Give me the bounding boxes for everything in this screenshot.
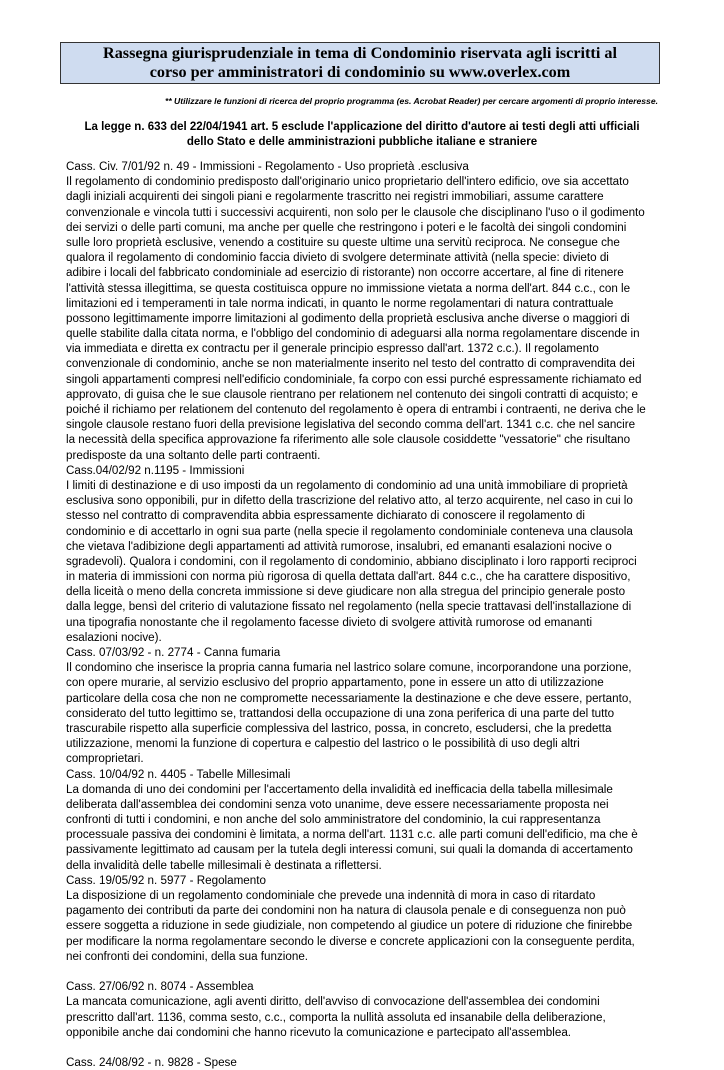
- entry-text-line: La mancata comunicazione, agli aventi diritto, dell'avviso di convocazione dell'assemblea dei condomini: [66, 995, 600, 1009]
- entry-text-line: opponibile anche dai condomini che hanno ricevuto la comunicazione e partecipato all'assemblea.: [66, 1025, 572, 1039]
- entry-text-line: poiché il richiamo per relationem del contenuto del regolamento è opera di entrambi i contraenti, ne deriva che le: [66, 403, 646, 416]
- entry-text-line: I limiti di destinazione e di uso imposti da un regolamento di condominio ad una unità immobiliare di proprietà: [66, 478, 628, 492]
- entry-text-line: della liceità o meno della concreta immissione si deve giudicare non alla stregua del principio generale posto: [66, 585, 626, 599]
- entry-text-line: prescritto dall'art. 1136, comma sesto, c.c., comporta la nullità assoluta ed insanabile della deliberazione,: [66, 1010, 606, 1024]
- entry-text-line: che vietava l'adibizione degli appartamenti ad attività rumorose, insalubri, ed emananti esalazioni nocive o: [66, 539, 612, 553]
- entry-text-line: con opere murarie, al servizio esclusivo del proprio appartamento, pone in essere un atto di utilizzazione: [66, 676, 604, 690]
- entry-heading: Cass. 27/06/92 n. 8074 - Assemblea: [66, 980, 254, 994]
- entry-text-line: qualora il regolamento di condominio faccia divieto di svolgere determinate attività (nella specie: divieto di: [66, 251, 609, 265]
- entry-heading: Cass. Civ. 7/01/92 n. 49 - Immissioni - Regolamento - Uso proprietà .esclusiva: [66, 160, 469, 173]
- entry-text-line: singole clausole restano fuori della previsione legislativa del secondo comma dell'art. 1341 c.c. che nel sancire: [66, 418, 636, 432]
- entry-heading: Cass. 07/03/92 - n. 2774 - Canna fumaria: [66, 646, 281, 659]
- entry-text-line: La disposizione di un regolamento condominiale che prevede una indennità di mora in caso di ritardato: [66, 889, 596, 902]
- entry-text-line: predisposte da una soltanto delle parti contraenti.: [66, 448, 321, 462]
- entry-text-line: pagamento dei contributi da parte dei condomini non ha natura di clausola penale e di conseguenza non può: [66, 904, 626, 918]
- entry-text-line: approvato, di guisa che le sue clausole rientrano per relationem nel contenuto dei singoli contratti di acquisto; e: [66, 387, 639, 401]
- entry-text-line: La domanda di uno dei condomini per l'accertamento della invalidità ed inefficacia della tabella millesimale: [66, 782, 613, 796]
- entry-text-line: utilizzazione, menomi la funzione di copertura e calpestio del lastrico o le possibilità di uso degli altri: [66, 737, 580, 751]
- title-line-1: Rassegna giurisprudenziale in tema di Condominio riservata agli iscritti al: [103, 44, 617, 62]
- search-note: ** Utilizzare le funzioni di ricerca del proprio programma (es. Acrobat Reader) per cercare argomenti di proprio interesse.: [164, 96, 658, 106]
- entry-text-line: deliberata dall'assemblea dei condomini senza voto unanime, deve essere necessariamente proposta nei: [66, 797, 609, 811]
- entry-heading: Cass.04/02/92 n.1195 - Immissioni: [66, 463, 245, 477]
- entry-heading: Cass. 10/04/92 n. 4405 - Tabelle Millesimali: [66, 767, 291, 781]
- entry-text-line: via immediata e diretta ex contractu per il generale principio espresso dall'art. 1372 c.c.). Il regolamento: [66, 342, 599, 356]
- entry-text-line: Il condomino che inserisce la propria canna fumaria nel lastrico solare comune, incorporandone una porzione,: [66, 661, 632, 675]
- document-body: [66, 159, 666, 1070]
- entry-text-line: la necessità della specifica approvazione fa riferimento alle sole clausole cosiddette "vessatorie" che risultano: [66, 433, 631, 447]
- entry-text-line: per modificare la norma regolamentare secondo le diverse e concrete applicazioni con la conseguente perdita,: [66, 934, 635, 948]
- entry-text-line: Il regolamento di condominio predisposto dall'originario unico proprietario dell'intero edificio, ove sia accettato: [66, 175, 629, 189]
- entry-text-line: dagli iniziali acquirenti dei singoli piani e regolarmente trascritto nei registri immobiliari, assume carattere: [66, 190, 604, 204]
- entry-text-line: adibire i locali del fabbricato condominiale ad esercizio di ristorante) non occorre accertare, al fine di ritenere: [66, 266, 624, 280]
- entry-text-line: sulle loro proprietà esclusive, venendo a costituire su queste ultime una servitù reciproca. Ne consegue che: [66, 235, 620, 249]
- entry-text-line: nei confronti dei condomini, della sua funzione.: [66, 949, 309, 963]
- entry-text-line: quelle stabilite dalla citata norma, e l'obbligo del condominio di adeguarsi alla norma regolamentare discende in: [66, 327, 640, 341]
- entry-heading: Cass. 24/08/92 - n. 9828 - Spese: [66, 1056, 237, 1070]
- entry-heading: Cass. 19/05/92 n. 5977 - Regolamento: [66, 873, 266, 887]
- copyright-law-notice: [66, 120, 658, 150]
- entry-text-line: possono legittimamente imporre limitazioni al godimento della proprietà esclusiva anche diverse o maggiori di: [66, 311, 630, 325]
- entry-text-line: comproprietari.: [66, 752, 144, 766]
- entry-text-line: sgradevoli). Qualora i condomini, con il regolamento di condominio, abbiano disciplinato i loro rapporti reciproci: [66, 554, 637, 568]
- entry-text-line: convenzionale e vincola tutti i successivi acquirenti, non solo per le clausole che disciplinano l'uso o il godimento: [66, 205, 645, 219]
- entry-text-line: processuale passiva dei condomini è limitata, a norma dell'art. 1131 c.c. alle parti comuni dell'edificio, ma che è: [66, 828, 638, 842]
- paragraph-spacer: [66, 964, 666, 979]
- law-notice-line-2: dello Stato e delle amministrazioni pubbliche italiane e straniere: [186, 136, 538, 148]
- entry-text-line: convenzionale di condominio, anche se non materialmente inserito nel testo del contratto di compravendita dei: [66, 357, 635, 371]
- entry-text-line: condominio e di accettarlo in ogni sua parte (nella specie il regolamento condominiale conteneva una clausola: [66, 524, 633, 538]
- entry-text-line: essere soggetta a riduzione in sede giudiziale, non competendo al giudice un potere di riduzione che finirebbe: [66, 919, 633, 933]
- entry-text-line: singoli appartamenti compresi nell'edificio condominiale, fa corpo con essi purché espressamente richiamato ed: [66, 372, 642, 386]
- entry-text-line: l'attività stessa illegittima, se questa costituisca oppure no immissione vietata a norma dell'art. 844 c.c., con le: [66, 281, 631, 295]
- entry-text-line: esclusiva sono opponibili, pur in difetto della trascrizione del relativo atto, al terzo acquirente, nel caso in cui lo: [66, 494, 633, 508]
- title-line-2: corso per amministratori di condominio su www.overlex.com: [149, 63, 571, 81]
- entry-text-line: della invalidità delle tabelle millesimali è destinata a riflettersi.: [66, 858, 382, 872]
- entry-text-line: esalazioni nocive).: [66, 630, 162, 644]
- entry-text-line: confronti di tutti i condomini, e non anche del solo amministratore del condominio, la cui rappresentanza: [66, 813, 601, 827]
- entry-text-line: in materia di immissioni con norma più rigorosa di quella dettata dall'art. 844 c.c., che ha carattere dispositivo,: [66, 570, 631, 584]
- paragraph-spacer: [66, 1040, 666, 1055]
- entry-text-line: limitazioni ed i temperamenti in tale norma indicati, in quanto le norme regolamentari di natura contrattuale: [66, 296, 614, 310]
- entry-text-line: dei servizi o delle parti comuni, ma anche per quelle che restringono i poteri e le facoltà dei singoli condomini: [66, 220, 627, 234]
- entry-text-line: dalla legge, bensì del criterio di valutazione fissato nel regolamento (nella specie trattavasi dell'installazione di: [66, 600, 632, 614]
- entry-text-line: una tipografia nonostante che il regolamento facesse divieto di svolgere attività rumorose od emananti: [66, 615, 593, 629]
- law-notice-line-1: La legge n. 633 del 22/04/1941 art. 5 esclude l'applicazione del diritto d'autore ai testi degli atti ufficiali: [84, 121, 640, 133]
- title-box: [60, 42, 660, 84]
- entry-text-line: particolare della cosa che non ne compromette necessariamente la destinazione e che deve essere, pertanto,: [66, 691, 632, 705]
- entry-text-line: stesso nel contratto di compravendita abbia espressamente dichiarato di conoscere il regolamento di: [66, 509, 585, 523]
- entry-text-line: trascurabile rispetto alla superficie complessiva del lastrico, possa, in concreto, escludersi, che la predetta: [66, 721, 612, 735]
- entry-text-line: considerato del tutto legittimo se, trattandosi della occupazione di una zona periferica di una parte del tutto: [66, 706, 615, 720]
- entry-text-line: passivamente legittimato ad causam per la tutela degli interessi comuni, sui quali la domanda di accertamento: [66, 843, 633, 857]
